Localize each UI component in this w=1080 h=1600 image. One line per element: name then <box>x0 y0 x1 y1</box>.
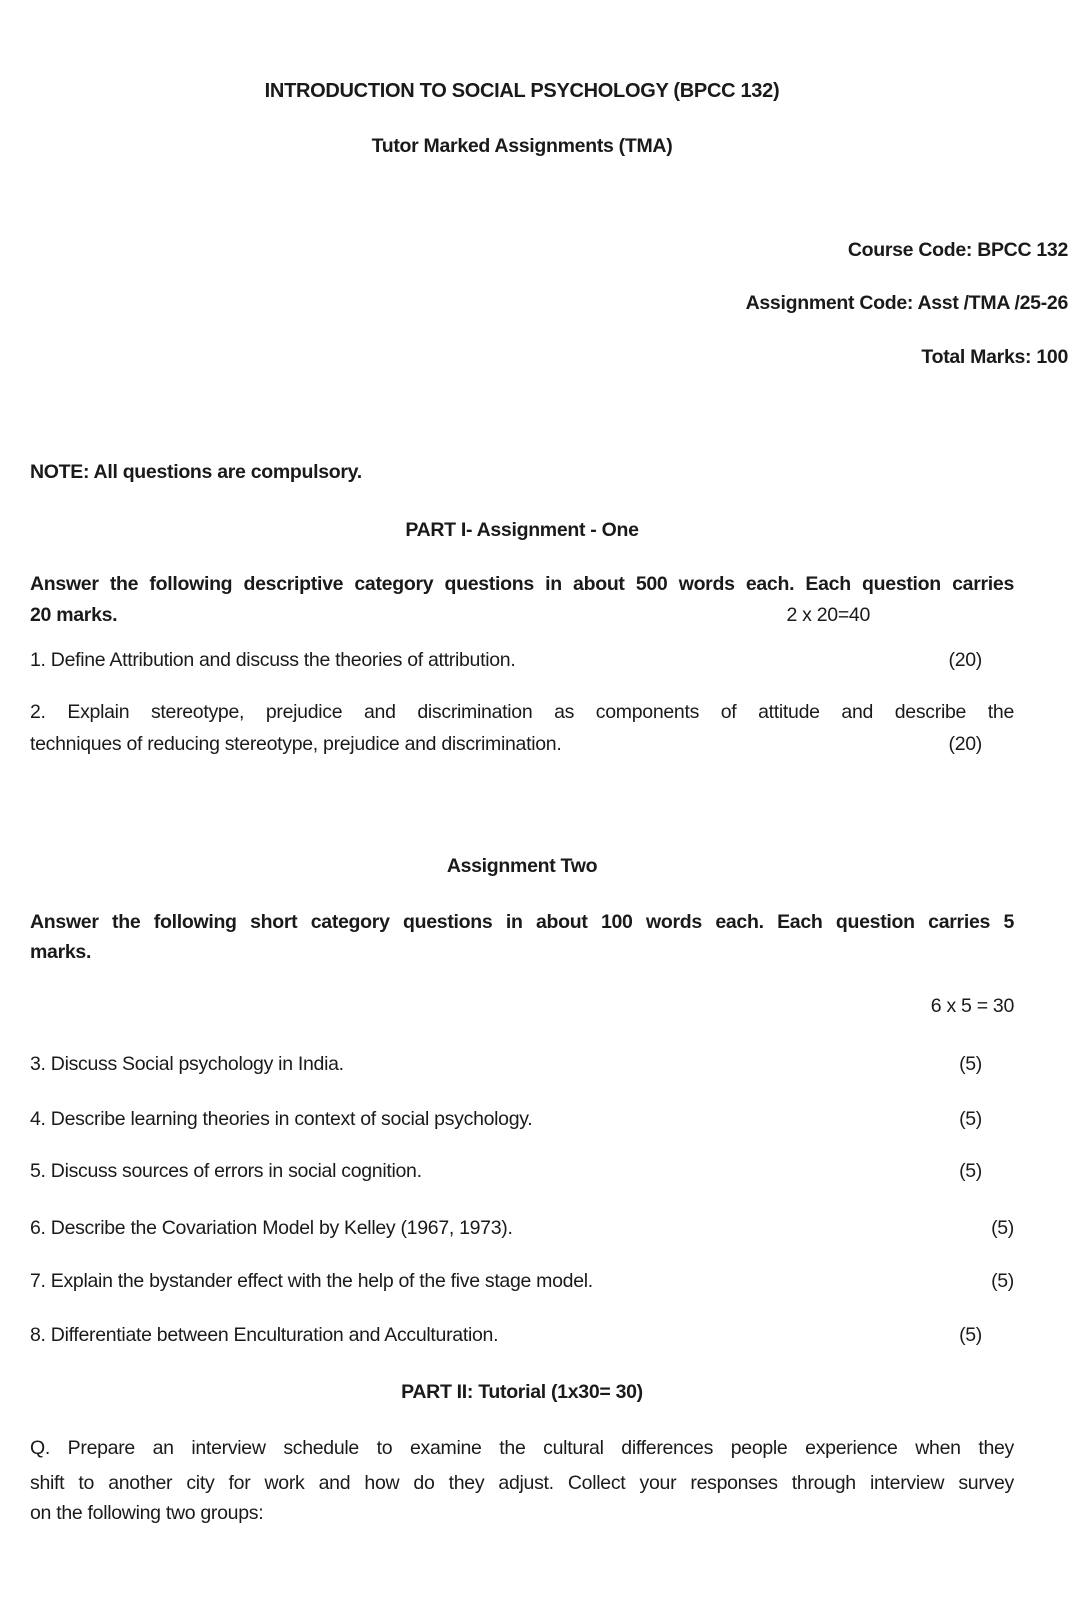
assignment-two-instruction-line1: Answer the following short category questions in about 100 words each. Each question carries 5 <box>30 911 1014 933</box>
part1-instruction-line1: Answer the following descriptive category questions in about 500 words each. Each question carries <box>30 573 1014 595</box>
part2-question-line1: Q. Prepare an interview schedule to examine the cultural differences people experience when they <box>30 1437 1014 1459</box>
question-6 <box>30 1214 1014 1242</box>
question-5-marks: (5) <box>959 1160 982 1182</box>
part1-heading: PART I- Assignment - One <box>405 519 639 541</box>
assignment-two-marks-formula: 6 x 5 = 30 <box>930 995 1014 1017</box>
question-3-marks: (5) <box>959 1053 982 1075</box>
question-8-marks: (5) <box>959 1324 982 1346</box>
question-2-line1: 2. Explain stereotype, prejudice and discrimination as components of attitude and describe the <box>30 701 1014 723</box>
part1-instruction-line2 <box>30 601 1014 629</box>
question-5-text: 5. Discuss sources of errors in social cognition. <box>30 1160 422 1182</box>
part2-question-line3: on the following two groups: <box>30 1502 264 1524</box>
part1-instruction-marks-label: 20 marks. <box>30 604 118 626</box>
question-1-marks: (20) <box>948 649 982 671</box>
question-7-marks: (5) <box>991 1270 1014 1292</box>
course-code: Course Code: BPCC 132 <box>847 239 1068 261</box>
note-text: NOTE: All questions are compulsory. <box>30 461 362 483</box>
total-marks: Total Marks: 100 <box>921 346 1068 368</box>
question-8 <box>30 1321 1014 1349</box>
question-7-text: 7. Explain the bystander effect with the help of the five stage model. <box>30 1270 593 1292</box>
question-6-text: 6. Describe the Covariation Model by Kelley (1967, 1973). <box>30 1217 513 1239</box>
question-1-text: 1. Define Attribution and discuss the theories of attribution. <box>30 649 516 671</box>
part2-heading: PART II: Tutorial (1x30= 30) <box>401 1381 643 1403</box>
part2-question-line2: shift to another city for work and how do they adjust. Collect your responses through interview survey <box>30 1472 1014 1494</box>
page-title: INTRODUCTION TO SOCIAL PSYCHOLOGY (BPCC 132) <box>264 80 780 102</box>
question-3-text: 3. Discuss Social psychology in India. <box>30 1053 344 1075</box>
page-subtitle: Tutor Marked Assignments (TMA) <box>371 135 673 157</box>
question-4-text: 4. Describe learning theories in context of social psychology. <box>30 1108 533 1130</box>
question-4 <box>30 1105 1014 1133</box>
question-2-text: techniques of reducing stereotype, prejudice and discrimination. <box>30 733 562 755</box>
assignment-two-heading: Assignment Two <box>446 855 598 877</box>
question-4-marks: (5) <box>959 1108 982 1130</box>
question-8-text: 8. Differentiate between Enculturation and Acculturation. <box>30 1324 499 1346</box>
question-2-marks: (20) <box>948 733 982 755</box>
assignment-two-instruction-line2: marks. <box>30 941 92 963</box>
question-5 <box>30 1157 1014 1185</box>
question-1 <box>30 646 1014 674</box>
assignment-code: Assignment Code: Asst /TMA /25-26 <box>745 292 1068 314</box>
question-3 <box>30 1050 1014 1078</box>
part1-marks-formula: 2 x 20=40 <box>786 604 870 626</box>
question-7 <box>30 1267 1014 1295</box>
question-2-line2 <box>30 730 1014 758</box>
question-6-marks: (5) <box>991 1217 1014 1239</box>
